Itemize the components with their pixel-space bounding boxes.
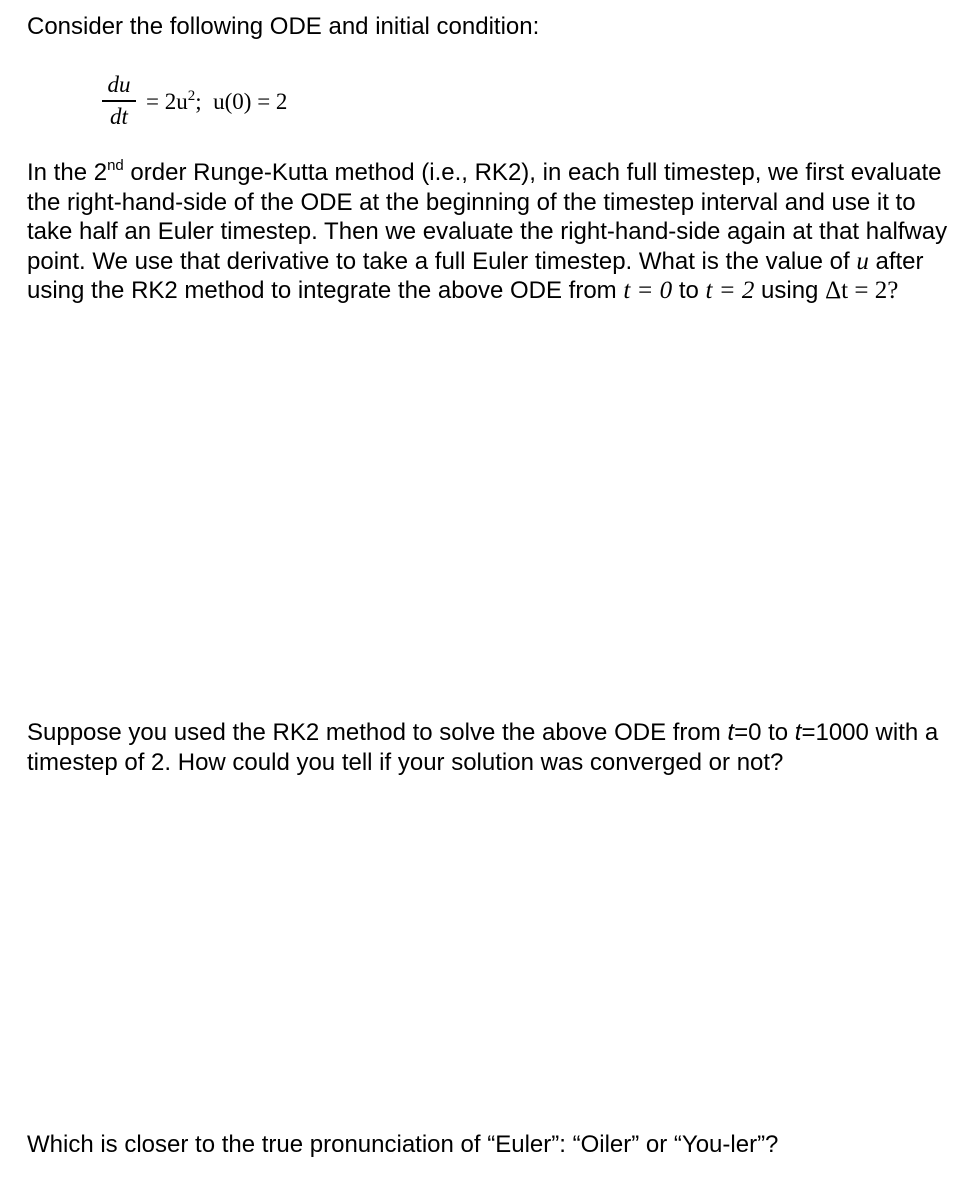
q1-text-5: using <box>754 277 826 305</box>
ode-equation <box>102 66 287 136</box>
q1-var-u: u <box>856 247 869 275</box>
q1-t-start: t = 0 <box>623 277 673 305</box>
q2-text-1: Suppose you used the RK2 method to solve the above ODE from <box>27 719 728 746</box>
rhs-exponent: 2 <box>187 88 196 104</box>
q2-text-3: =1000 with a timestep of 2. How could you tell if your solution was converged or not? <box>27 719 939 776</box>
q1-text-4: to <box>672 277 706 305</box>
q1-text-1: In the 2 <box>27 159 108 186</box>
question-pronunciation: Which is closer to the true pronunciation of “Euler”: “Oiler” or “You-ler”? <box>27 1131 779 1158</box>
fraction-bar <box>102 100 136 101</box>
rhs-prefix: = 2u <box>146 89 188 114</box>
q1-text-6: ? <box>887 277 899 305</box>
q1-text-2: order Runge-Kutta method (i.e., RK2), in each full timestep, we first evaluate the right-hand-side of the ODE at the beginning of the timestep interval and use it to take half an Euler timestep. Then we evaluate the right-hand-side again at that halfway point. We use that derivative to take a full Euler timestep. What is the value of <box>27 159 948 275</box>
question-rk2-value <box>27 158 967 306</box>
rhs-suffix: ; u(0) = 2 <box>195 89 288 114</box>
equation-rhs <box>146 89 287 115</box>
q1-ordinal-suffix: nd <box>107 157 124 174</box>
fraction-numerator: du <box>107 72 131 98</box>
q1-t-end: t = 2 <box>705 277 755 305</box>
question-convergence <box>27 718 967 777</box>
fraction-denominator: dt <box>110 103 128 129</box>
q1-text-3: after using the RK2 method to integrate the above ODE from <box>27 247 924 305</box>
q2-text-2: =0 to <box>734 719 795 746</box>
q2-t-end: t <box>794 719 802 746</box>
q1-timestep: Δt = 2 <box>825 277 888 305</box>
intro-text: Consider the following ODE and initial condition: <box>27 13 540 40</box>
derivative-fraction <box>102 72 136 129</box>
q2-t-start: t <box>727 719 735 746</box>
